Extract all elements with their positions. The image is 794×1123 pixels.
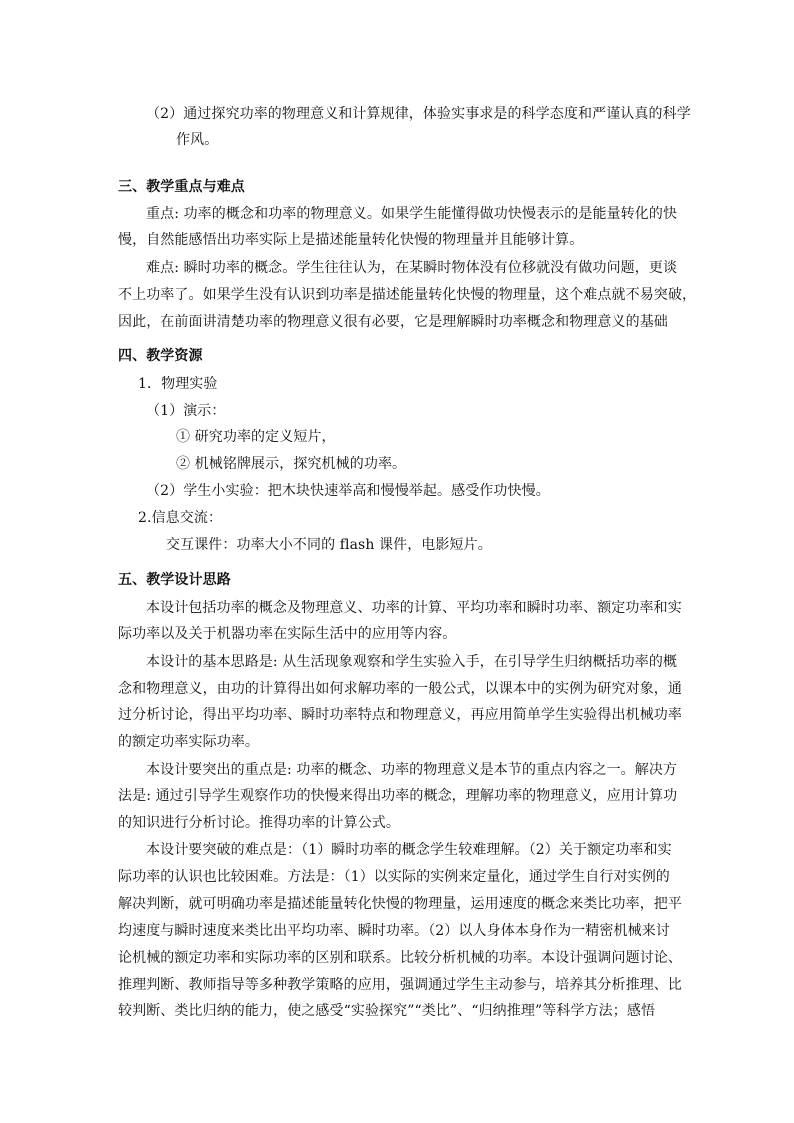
design-p4-line-1: 本设计要突破的难点是：（1）瞬时功率的概念学生较难理解。（2）关于额定功率和实 [146,842,672,858]
design-p3-line-3: 的知识进行分析讨论。推得功率的计算公式。 [118,815,400,831]
resource-item-1: 1．物理实验 [138,376,218,392]
goal-item-2-line-2: 作风。 [176,132,219,148]
design-p2-line-4: 的额定功率实际功率。 [118,734,259,750]
design-p2-line-3: 过分析讨论，得出平均功率、瞬时功率特点和物理意义，再应用简单学生实验得出机械功率 [118,707,682,723]
resource-item-2: 2.信息交流： [138,510,223,526]
design-p4-line-7: 较判断、类比归纳的能力，使之感受“实验探究”“类比”、“归纳推理”等科学方法；感悟 [118,1003,656,1019]
difficulty-line-3: 因此，在前面讲清楚功率的物理意义很有必要，它是理解瞬时功率概念和物理意义的基础 [118,314,668,330]
design-p4-line-6: 推理判断、教师指导等多种教学策略的应用，强调通过学生主动参与，培养其分析推理、比 [118,977,682,993]
design-p4-line-5: 论机械的额定功率和实际功率的区别和联系。比较分析机械的功率。本设计强调问题讨论、 [118,950,682,966]
design-p1-line-2: 际功率以及关于机器功率在实际生活中的应用等内容。 [118,626,457,642]
design-p4-line-3: 解决判断，就可明确功率是描述能量转化快慢的物理量，运用速度的概念来类比功率，把平 [118,896,682,912]
difficulty-line-2: 不上功率了。如果学生没有认识到功率是描述能量转化快慢的物理量，这个难点就不易突破， [118,287,697,303]
design-p3-line-1: 本设计要突出的重点是: 功率的概念、功率的物理意义是本节的重点内容之一。解决方 [146,762,678,778]
design-p1-line-1: 本设计包括功率的概念及物理意义、功率的计算、平均功率和瞬时功率、额定功率和实 [146,600,682,616]
section-4-heading: 四、教学资源 [118,348,203,364]
resource-demo-b: ② 机械铭牌展示，探究机械的功率。 [176,456,407,472]
design-p3-line-2: 法是: 通过引导学生观察作功的快慢来得出功率的概念，理解功率的物理意义，应用计算功 [118,788,678,804]
section-5-heading: 五、教学设计思路 [118,572,231,588]
key-point-line-1: 重点: 功率的概念和功率的物理意义。如果学生能懂得做功快慢表示的是能量转化的快 [146,206,678,222]
resource-courseware: 交互课件：功率大小不同的 flash 课件，电影短片。 [166,537,492,553]
design-p4-line-2: 际功率的认识也比较困难。方法是：（1）以实际的实例来定量化，通过学生自行对实例的 [118,869,670,885]
difficulty-line-1: 难点: 瞬时功率的概念。学生往往认为，在某瞬时物体没有位移就没有做功问题，更谈 [146,260,678,276]
design-p4-line-4: 均速度与瞬时速度来类比出平均功率、瞬时功率。（2）以人身体本身作为一精密机械来讨 [118,923,670,939]
design-p2-line-2: 念和物理意义，由功的计算得出如何求解功率的一般公式，以课本中的实例为研究对象，通 [118,681,682,697]
key-point-line-2: 慢，自然能感悟出功率实际上是描述能量转化快慢的物理量并且能够计算。 [118,232,584,248]
resource-student-experiment: （2）学生小实验：把木块快速举高和慢慢举起。感受作功快慢。 [146,483,550,499]
section-3-heading: 三、教学重点与难点 [118,179,245,195]
resource-demo: （1）演示： [146,403,226,419]
design-p2-line-1: 本设计的基本思路是: 从生活现象观察和学生实验入手，在引导学生归纳概括功率的概 [146,654,678,670]
resource-demo-a: ① 研究功率的定义短片， [176,429,336,445]
goal-item-2-line-1: （2）通过探究功率的物理意义和计算规律，体验实事求是的科学态度和严谨认真的科学 [146,106,691,122]
